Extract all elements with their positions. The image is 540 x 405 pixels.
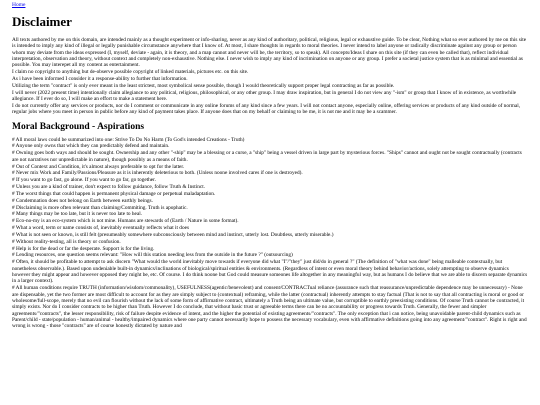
moral-item: # Often, it should be profitable to attempt to ask discern "What would the world inevitably move towards if everyone did what "I"/"they" just did/do in general ?" (The definition of "what was done" being malleable contextually, but nonetheless observable.). Based upon undeniable built-in dynamics/inclinations of biological/spiritual entities & environments. (Regardless of intent or even moral theory behind behavior/actions, solely attempting to observe dynamics however they might appear and however opposed they might be, etc. Of course. I do think noone but God could measure someones life altogether in any meaningful way, but as humans I do believe that we are able to discern separate dynamics in a larger context). [12,259,528,285]
moral-item: # What is not seen or known, is still felt (presumeably somewhere subconsciously between mind and instinct, utterly lost. Doubtless, utterly miserable.) [12,231,334,238]
moral-item: # Lending resources, one question seems relevant: "How will this station needing less from the outside in the future ?" (outsourcing) [12,252,293,259]
section-heading-moral: Moral Background - Aspirations [12,121,145,132]
moral-list [12,137,528,330]
disclaimer-paragraph: I claim no copyright to anything but de-observe possible copyright of linked materials, pictures etc. on this site. [12,69,249,76]
page-title: Disclaimer [12,14,72,29]
moral-item: # Never mix Work and Family/Passions/Pleasure as it is inherently deleterious to both. (Unless noone involved cares if one is destroyed). [12,170,303,177]
moral-item: # Anyone only owns that which they can predictably defend and maintain. [12,143,170,150]
moral-item: # What a word, term or name consists of, inevitably eventually reflects what it does [12,225,190,232]
moral-item: # Owning goes both ways and should be sought. Ownership and any other "-ship" may be a blessing or a curse, a "ship" being a vessel driven in large part by mysterious forces. "Ships" cannot and ought not be sought contractually (contracts are not narratives nor unpredictable in nature), though possibly as a means of faith. [12,150,522,163]
home-link[interactable]: Home [12,2,26,8]
moral-item: # Condemnation does not belong on Earth between earthly beings. [12,197,153,204]
moral-item: # Eco-no-my is an eco-system which is not mine. Humans are stewards of (Earth / Nature in some format). [12,218,239,225]
disclaimer-paragraph: I do not currently offer any services or products, nor do I comment or communicate in any online forums of any kind since a few years. I will not contact anyone, especially online, offering services or products of any kind outside of normal, regular jobs where you meet in person in public before any kind of payment takes place. If anyone does that on my behalf or claiming to be me, it is not me and it may be a scammer. [12,102,521,116]
disclaimer-paragraph: All texts authored by me on this domain, are intended mainly as a thought experiment or info-sharing, never as any kind of authoritary, political, religious, legal or exhaustive guide. To be clear, Nothing what so ever authored by me on this site is intended to imply any kind of illegal or legally punishable circumstance anywhere that I know of. At most, I share thoughts in regards to moral theories. I never intend to label anyone or radically discriminate against any group or person whom may deviate from the ideas expressed (I, myself, deviate - again, it is theory, and a map cannot and never will be, the territory, so to speak). All concepts/Ideas I share on this site (if they can even be called that), reflect individual interpretation, observation and theory, without context and completely non-exhaustive. Nothing else. I never wish to imply any kind of incrimination on anyone or any group. I prefer a societal justice system that is as minimal and essential as possible. You may interepet all my content as entertainment. [12,37,527,69]
disclaimer-paragraph: Utilizing the term "contract" is only ever meant in the least strictest, most symbolical sense possible, though I would theoretically support proper legal contracting as far as possible. [12,82,395,89]
moral-item: # Out of Context and Condition, it's almost always preferable to opt for the latter. [12,163,185,170]
moral-item: # All moral laws could be summarized into one: Strive To Do No Harm (To God's intended Creations - Truth) [12,136,245,143]
moral-item: # If you want to go fast, go alone. If you want to go far, go together. [12,177,156,184]
disclaimer-section [12,37,528,116]
moral-item: # Without reality-testing, all is theory or confusion. [12,238,121,245]
disclaimer-paragraph: As i have been informed I consider it a response-ability to further that information. [12,76,188,83]
moral-item: # Disclaiming is more often relevant than claiming/Commiting. Truth is apophatic. [12,204,188,211]
moral-item: # All human conditions require TRUTH (information/wisdom/commonality), USEFULNESS(agentic/benevolent) and consent/CONTRACTual reliance (assurance such that reassurance/unpredictable dependence may be unnecessary) - None are dispensable, yet the two former are most difficult to account for as they are simply subject to (contextual) reframing, while the latter (contractual) inherently attempts to stay factual (That is not to say that all contracting is moral or good or wholesome/full-scope, merely that no evil can flourish without the lack of some form of affirmative contract, ultimately a Truth being an ultimate value, but corruptible to earthly preexisting conditions. Of course Truth cannot be contracted, it simply exists. Nor do I consider contracts to be higher than Truth. However I do conclude, that without basic trust or agreeable terms there can be no accountability or progress towards Truth. Generally, the fewer and simpler agreements/"contracts", the lesser responsibility, risk of failure despite evidence of intent, and the higher the potential of existing agreements/"contracts". The only exception that i can notice, being unavoidable parent-child dynamics such as Parent/child - state/population - human/animal - healthy/impaired dynamics where one party cannot necessarily hope to possess the necessary vocabulary, even with affirmative definitions going into any agreement/"contract". Right is right and wrong is wrong - those "contracts" are of course honestly dictated by nature and [12,285,527,330]
disclaimer-paragraph: I will never (2022 present time) intentionally claim allegiance to any political, religious, philosophical, or any other group. I may draw inspiration, but in general I do not view any "-ism" or group that I know of in existence, as worthwhile allegiance. If I ever do so, I will make an effort to make a statement here. [12,89,517,103]
moral-item: # Many things may be too late, but it is never too late to heal. [12,211,143,218]
moral-item: # Unless you are a kind of trainer, don't expect to follow guidance, follow Truth & Instinct. [12,184,206,191]
moral-item: # The worst things that could happen is permanent physical damage or perpetual maladaptation. [12,190,216,197]
moral-item: # Help is for the dead or far the desperate. Support is for the living. [12,245,155,252]
